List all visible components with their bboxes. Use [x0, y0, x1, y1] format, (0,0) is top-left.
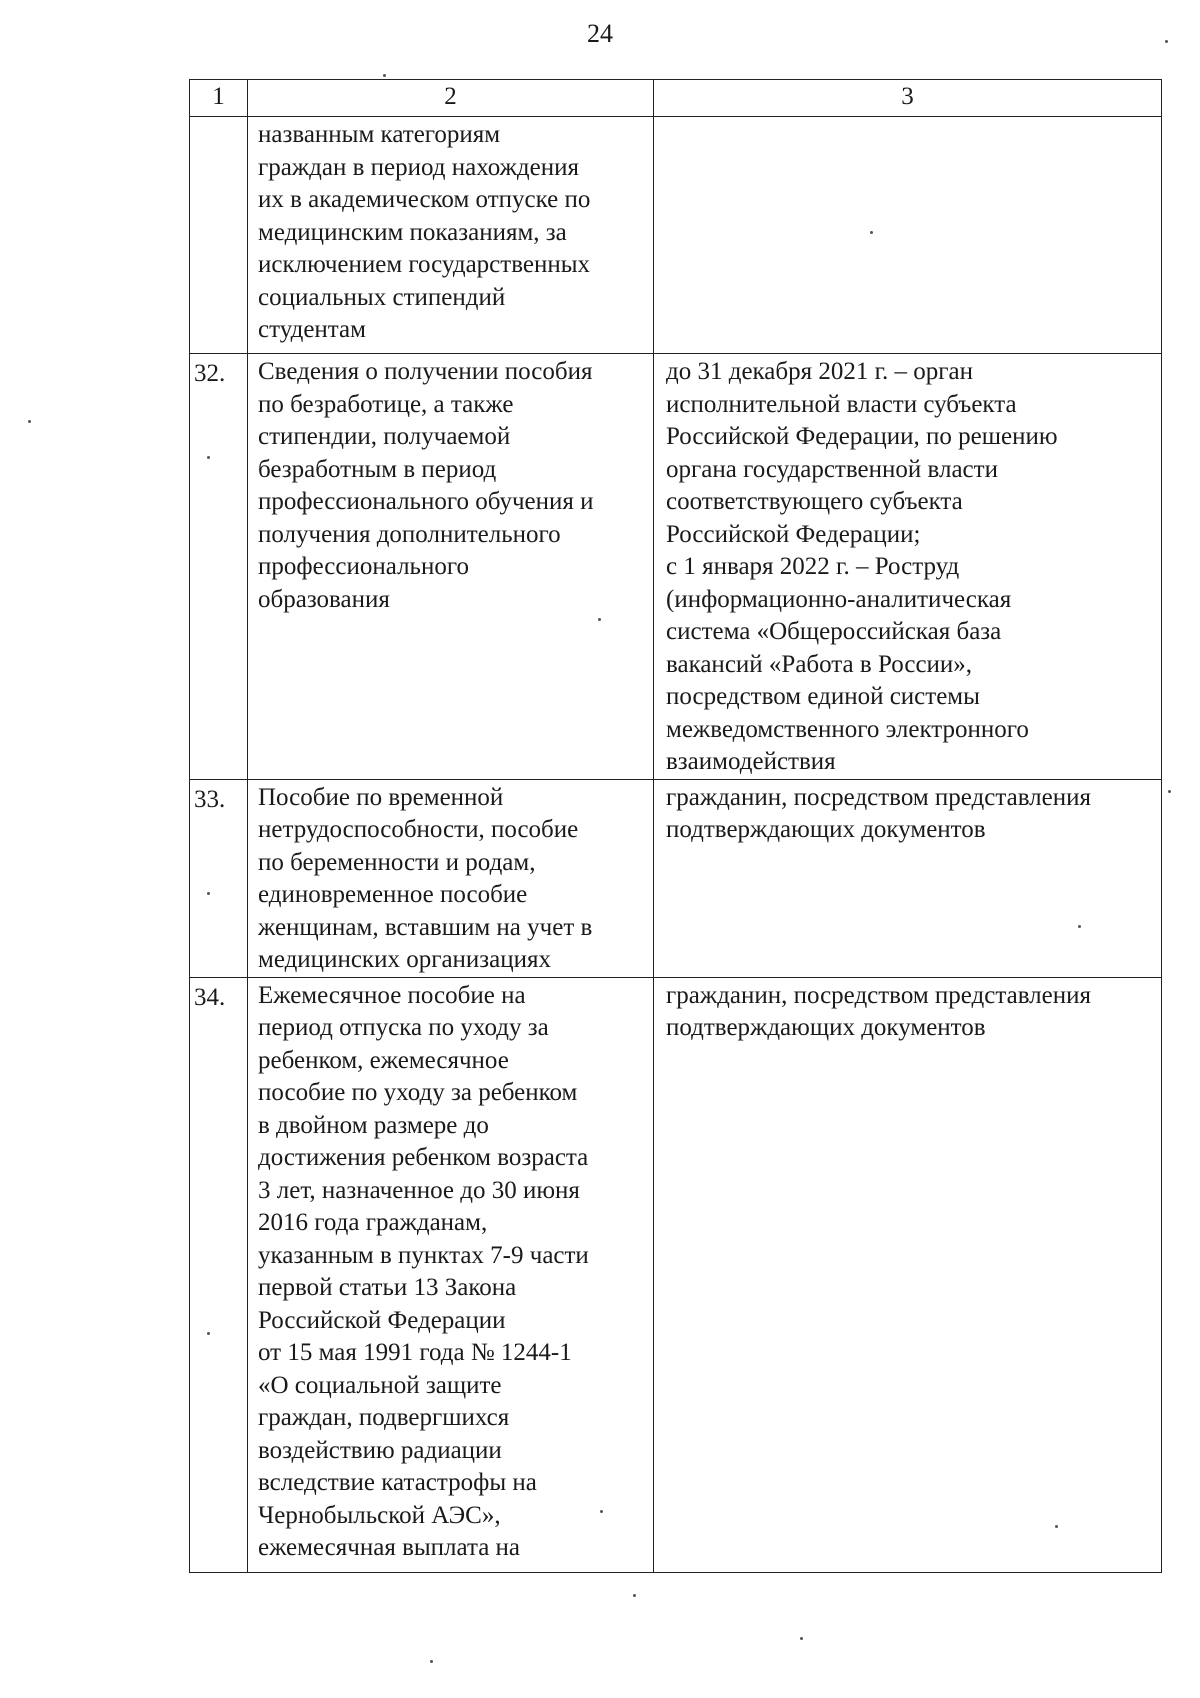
- column-header-2: 2: [248, 80, 654, 117]
- table-header-row: [190, 80, 1162, 117]
- row-source: гражданин, посредством представления подтверждающих документов: [654, 779, 1162, 977]
- table-row: [190, 117, 1162, 354]
- row-number: [190, 117, 248, 354]
- document-table: [189, 79, 1162, 1573]
- scan-speck: [633, 1594, 636, 1597]
- scan-speck: [870, 231, 873, 234]
- row-number: 32.: [190, 354, 248, 780]
- row-source: [654, 117, 1162, 354]
- scan-speck: [207, 892, 210, 895]
- row-number: 34.: [190, 977, 248, 1572]
- table-row: [190, 977, 1162, 1572]
- table-row: [190, 354, 1162, 780]
- row-source: гражданин, посредством представления подтверждающих документов: [654, 977, 1162, 1572]
- row-description: Ежемесячное пособие на период отпуска по уходу за ребенком, ежемесячное пособие по уходу за ребенком в двойном размере до достижения ребенком возраста 3 лет, назначенное до 30 июня 2016 года гражданам, указанным в пунктах 7-9 части первой статьи 13 Закона Российской Федерации от 15 мая 1991 года № 1244-1 «О социальной защите граждан, подвергшихся воздействию радиации вследствие катастрофы на Чернобыльской АЭС», ежемесячная выплата на: [248, 977, 654, 1572]
- scan-speck: [800, 1637, 803, 1640]
- page-number: 24: [587, 19, 613, 48]
- scan-speck: [600, 1510, 603, 1513]
- row-number: 33.: [190, 779, 248, 977]
- row-description: Пособие по временной нетрудоспособности, пособие по беременности и родам, единовременное пособие женщинам, вставшим на учет в медицинских организациях: [248, 779, 654, 977]
- column-header-1: 1: [190, 80, 248, 117]
- row-description: Сведения о получении пособия по безработице, а также стипендии, получаемой безработным в период профессионального обучения и получения дополнительного профессионального образования: [248, 354, 654, 780]
- row-source: до 31 декабря 2021 г. – орган исполнительной власти субъекта Российской Федерации, по решению органа государственной власти соответствующего субъекта Российской Федерации; с 1 января 2022 г. – Роструд (информационно-аналитическая система «Общероссийская база вакансий «Работа в России», посредством единой системы межведомственного электронного взаимодействия: [654, 354, 1162, 780]
- row-description: названным категориям граждан в период нахождения их в академическом отпуске по медицинским показаниям, за исключением государственных социальных стипендий студентам: [248, 117, 654, 354]
- scan-speck: [1165, 40, 1168, 43]
- table-row: [190, 779, 1162, 977]
- scan-speck: [207, 1332, 210, 1335]
- scan-speck: [207, 456, 210, 459]
- scan-speck: [598, 618, 601, 621]
- scan-speck: [1078, 925, 1081, 928]
- scan-speck: [383, 74, 386, 77]
- column-header-3: 3: [654, 80, 1162, 117]
- scan-speck: [28, 420, 31, 423]
- scan-speck: [1055, 1525, 1058, 1528]
- scan-speck: [1168, 790, 1171, 793]
- scan-speck: [430, 1660, 433, 1663]
